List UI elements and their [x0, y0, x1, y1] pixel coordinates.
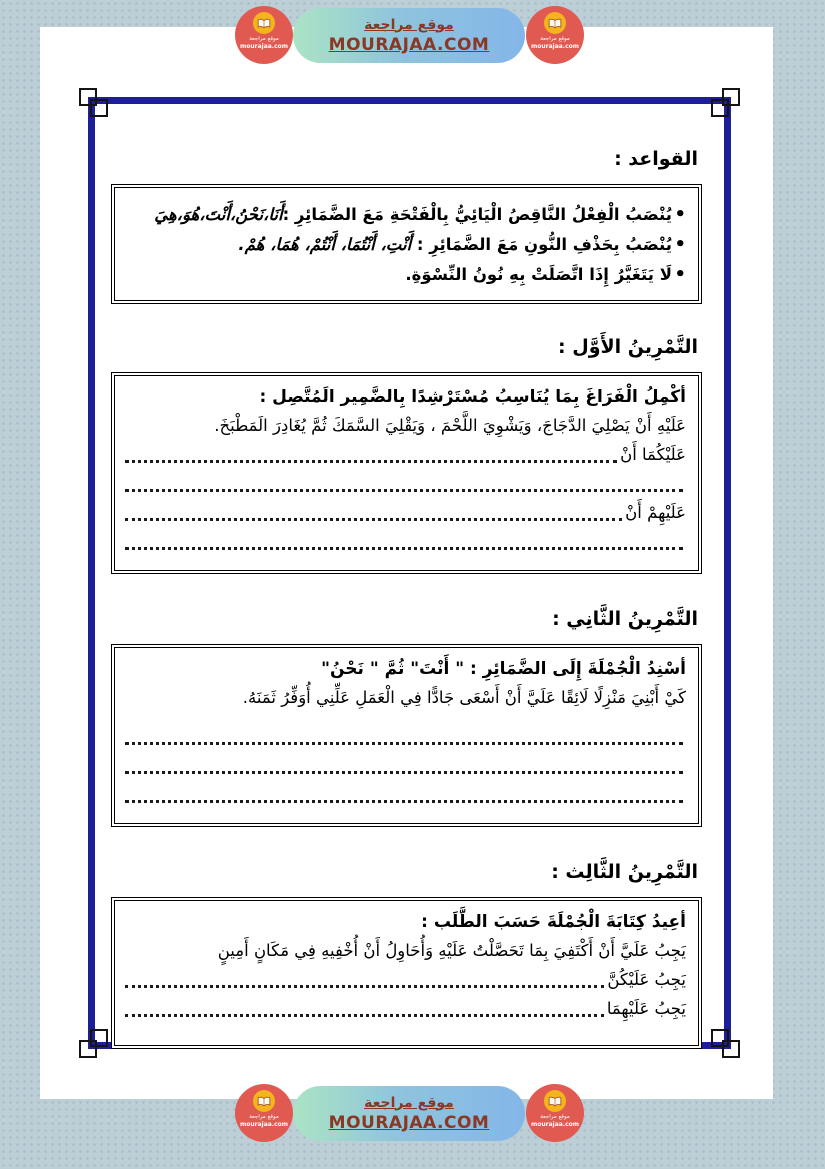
rules-box	[111, 184, 702, 304]
answer-line	[125, 722, 686, 751]
dotted-answer-line	[125, 742, 683, 745]
site-logo	[526, 6, 584, 64]
answer-line-label: يَجِبُ عَلَيْهِمَا	[606, 999, 686, 1018]
site-logo	[235, 1084, 293, 1142]
dotted-answer-line	[125, 518, 622, 521]
rule-item	[125, 260, 686, 290]
dotted-answer-line	[125, 489, 683, 492]
rule-text: لَا يَتَغَيَّرُ إِذَا اتَّصَلَتْ بِهِ نُونُ النِّسْوَةِ.	[405, 265, 672, 284]
footer-banner	[235, 1084, 583, 1144]
rules-title: القواعد :	[614, 148, 698, 170]
exercise1-box	[111, 372, 702, 574]
open-book-icon	[548, 18, 562, 29]
page-border-frame	[88, 97, 731, 1049]
exercise2-title: التَّمْرِينُ الثَّانِي :	[552, 608, 698, 630]
site-logo	[235, 6, 293, 64]
header-banner	[235, 6, 583, 66]
site-domain-link[interactable]: MOURAJAA.COM	[328, 1112, 490, 1133]
rule-pronouns: أَنْتِ، أَنْتُمَا، أَنْتُمْ، هُمَا، هُمْ.	[238, 235, 412, 254]
answer-line-label: عَلَيْكُمَا أَنْ	[620, 445, 686, 464]
open-book-icon	[544, 1090, 566, 1112]
exercise2-box	[111, 644, 702, 827]
dotted-answer-line	[125, 1014, 604, 1017]
rule-text: يُنْصَبُ الْفِعْلُ النَّاقِصُ الْيَائِيُّ بِالْفَتْحَةِ مَعَ الضَّمَائِرِ :	[282, 205, 672, 224]
logo-site-name: موقع مراجعة	[540, 1114, 570, 1120]
answer-line	[125, 469, 686, 498]
logo-domain: mourajaa.com	[530, 1121, 580, 1128]
answer-line	[125, 498, 686, 527]
site-link-pill[interactable]	[293, 1086, 525, 1141]
answer-line-label: عَلَيْهِمْ أَنْ	[625, 503, 686, 522]
exercise1-title: التَّمْرِينُ الأَوَّل :	[558, 336, 698, 358]
answer-line	[125, 780, 686, 809]
answer-line	[125, 440, 686, 469]
logo-site-name: موقع مراجعة	[540, 36, 570, 42]
open-book-icon	[544, 12, 566, 34]
dotted-answer-line	[125, 771, 683, 774]
answer-line	[125, 751, 686, 780]
logo-domain: mourajaa.com	[530, 43, 580, 50]
rule-text: يُنْصَبُ بِحَذْفِ النُّونِ مَعَ الضَّمَائِرِ :	[411, 235, 672, 254]
dotted-answer-line	[125, 460, 617, 463]
dotted-answer-line	[125, 985, 604, 988]
open-book-icon	[257, 1096, 271, 1107]
site-logo	[526, 1084, 584, 1142]
dotted-answer-line	[125, 547, 683, 550]
logo-domain: mourajaa.com	[239, 1121, 289, 1128]
exercise3-box	[111, 897, 702, 1049]
logo-site-name: موقع مراجعة	[249, 1114, 279, 1120]
exercise2-prompt: أسْنِدُ الْجُمْلَةَ إِلَى الضَّمَائِرِ : " أَنْتَ" ثُمَّ " نَحْنُ"	[321, 659, 686, 679]
dotted-answer-line	[125, 800, 683, 803]
answer-line	[125, 994, 686, 1023]
site-domain-link[interactable]: MOURAJAA.COM	[328, 34, 490, 55]
exercise3-prompt: أعِيدُ كِتَابَةَ الْجُمْلَةَ حَسَبَ الطَّلَب :	[421, 912, 686, 932]
open-book-icon	[253, 1090, 275, 1112]
open-book-icon	[257, 18, 271, 29]
logo-site-name: موقع مراجعة	[249, 36, 279, 42]
open-book-icon	[548, 1096, 562, 1107]
logo-domain: mourajaa.com	[239, 43, 289, 50]
exercise1-prompt: أكْمِلُ الْفَرَاغَ بِمَا يُنَاسِبُ مُسْتَرْشِدًا بِالضَّمِير الَمُتَّصِل :	[259, 387, 686, 407]
worksheet-content	[95, 104, 724, 1042]
site-link-pill[interactable]	[293, 8, 525, 63]
site-name-arabic-link[interactable]: موقع مراجعة	[364, 16, 454, 33]
answer-line	[125, 527, 686, 556]
answer-line-label: يَجِبُ عَلَيْكُنَّ	[607, 970, 686, 989]
open-book-icon	[253, 12, 275, 34]
site-name-arabic-link[interactable]: موقع مراجعة	[364, 1094, 454, 1111]
exercise1-example: عَلَيْهِ أَنْ يَصْلِيَ الدَّجَاجَ، وَيَشْوِيَ اللَّحْمَ ، وَيَقْلِيَ السَّمَكَ ثُمَّ يُغَادِرَ الَمَطْبَخَ.	[214, 416, 686, 435]
exercise3-title: التَّمْرِينُ الثَّالِث :	[551, 861, 698, 883]
rule-item	[125, 200, 686, 230]
exercise3-example: يَجِبُ عَلَيَّ أَنْ أَكْتَفِيَ بِمَا تَحَصَّلْتُ عَلَيْهِ وَأُحَاوِلُ أَنْ أُخْفِيهِ فِي مَكَانٍ أَمِينٍ	[217, 941, 686, 960]
worksheet-page	[40, 27, 773, 1099]
exercise2-example: كَيْ أَبْنِيَ مَنْزِلًا لَائِقًا عَلَيَّ أَنْ أَسْعَى جَادًّا فِي الْعَمَلِ عَلِّنِي أُوَفِّرُ ثَمَنَهُ.	[242, 688, 686, 707]
rule-item	[125, 230, 686, 260]
answer-line	[125, 965, 686, 994]
rule-pronouns: أَنَا،نَحْنُ،أَنْتَ،هُوَ،هِيَ	[154, 205, 283, 224]
